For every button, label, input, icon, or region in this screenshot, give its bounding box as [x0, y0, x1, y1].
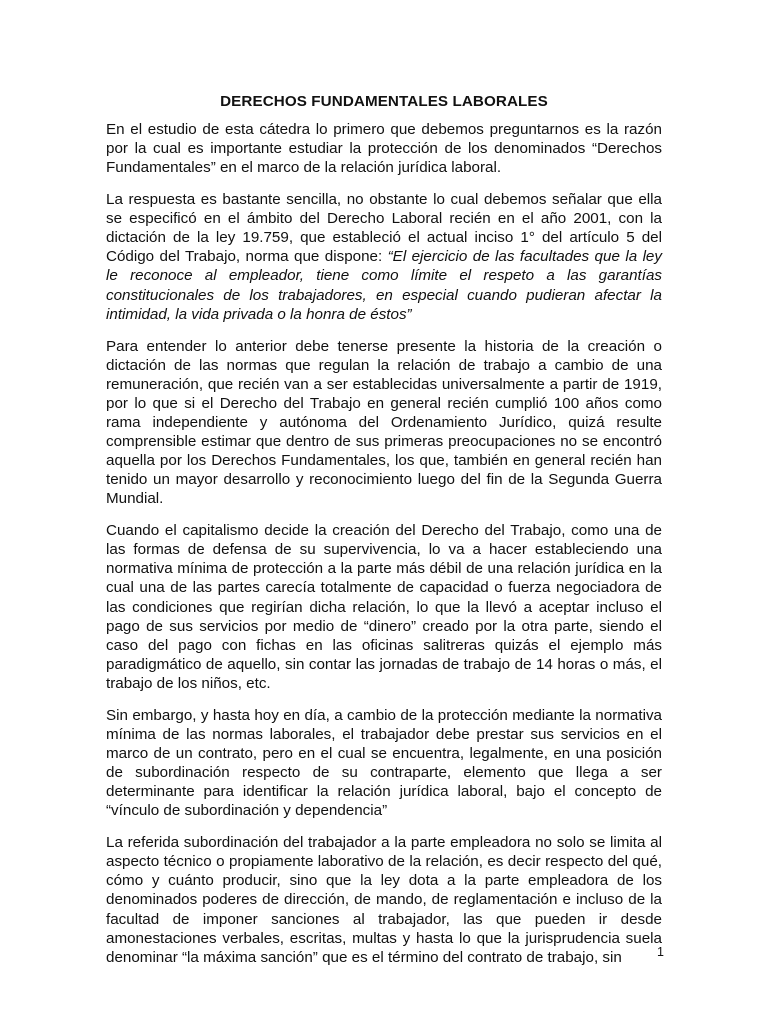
paragraph-2-text: La respuesta es bastante sencilla, no obstante lo cual debemos señalar que ella se especificó en el ámbito del Derecho Laboral recién en el año 2001, con la dictación de la ley 19.759, que estableció el actual inciso 1° del artículo 5 del Código del Trabajo, norma que dispone:	[106, 191, 662, 266]
paragraph-3	[106, 337, 662, 509]
paragraph-4	[106, 521, 662, 693]
paragraph-2-legal-quote: “El ejercicio de las facultades que la ley le reconoce al empleador, tiene como límite el respeto a las garantías constitucionales de los trabajadores, en especial cuando pudieran afectar la intimidad, la vida privada o la honra de éstos”	[106, 248, 662, 323]
document-body	[106, 120, 662, 980]
document-title: DERECHOS FUNDAMENTALES LABORALES	[220, 93, 548, 110]
paragraph-3-text: Para entender lo anterior debe tenerse presente la historia de la creación o dictación de las normas que regulan la relación de trabajo a cambio de una remuneración, que recién van a ser establecidas universalmente a partir de 1919, por lo que si el Derecho del Trabajo en general recién cumplió 100 años como rama independiente y autónoma del Ordenamiento Jurídico, quizá resulte comprensible estimar que dentro de sus primeras preocupaciones no se encontró aquella por los Derechos Fundamentales, los que, también en general recién han tenido un mayor desarrollo y reconocimiento luego del fin de la Segunda Guerra Mundial.	[106, 337, 662, 508]
paragraph-1-text: En el estudio de esta cátedra lo primero que debemos preguntarnos es la razón por la cual es importante estudiar la protección de los denominados “Derechos Fundamentales” en el marco de la relación jurídica laboral.	[106, 121, 662, 177]
paragraph-5-text: Sin embargo, y hasta hoy en día, a cambio de la protección mediante la normativa mínima de las normas laborales, el trabajador debe prestar sus servicios en el marco de un contrato, pero en el cual se encuentra, legalmente, en una posición de subordinación respecto de su contraparte, elemento que llega a ser determinante para identificar la relación jurídica laboral, bajo el concepto de “vínculo de subordinación y dependencia”	[106, 706, 662, 820]
paragraph-4-text: Cuando el capitalismo decide la creación del Derecho del Trabajo, como una de las formas de defensa de su supervivencia, lo va a hacer estableciendo una normativa mínima de protección a la parte más débil de una relación jurídica en la cual una de las partes carecía totalmente de capacidad o fuerza negociadora de las condiciones que regirían dicha relación, lo que la llevó a aceptar incluso el pago de sus servicios por medio de “dinero” creado por la otra parte, siendo el caso del pago con fichas en las oficinas salitreras quizás el ejemplo más paradigmático de aquello, sin contar las jornadas de trabajo de 14 horas o más, el trabajo de los niños, etc.	[106, 522, 662, 692]
page-number: 1	[657, 945, 664, 959]
paragraph-6-text: La referida subordinación del trabajador a la parte empleadora no solo se limita al aspecto técnico o propiamente laborativo de la relación, es decir respecto del qué, cómo y cuánto producir, sino que la ley dota a la parte empleadora de los denominados poderes de dirección, de mando, de reglamentación e incluso de la facultad de imponer sanciones al trabajador, las que pueden ir desde amonestaciones verbales, escritas, multas y hasta lo que la jurisprudencia suela denominar “la máxima sanción” que es el término del contrato de trabajo, sin	[106, 834, 662, 966]
paragraph-5	[106, 706, 662, 821]
paragraph-6	[106, 833, 662, 967]
paragraph-2	[106, 190, 662, 324]
paragraph-1	[106, 120, 662, 177]
